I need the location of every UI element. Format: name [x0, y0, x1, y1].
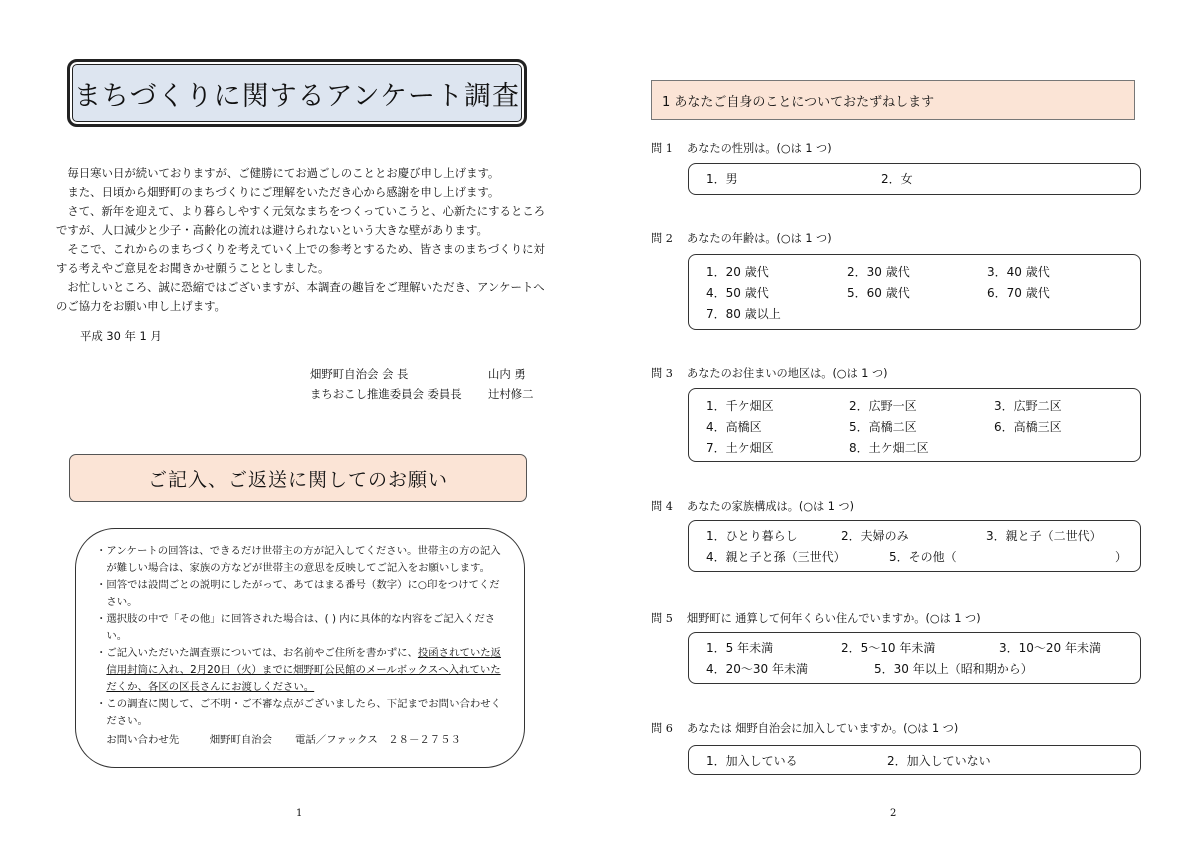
answer-row	[689, 752, 1140, 773]
answer-option[interactable]: 7．80 歳以上	[706, 307, 781, 321]
answer-row	[689, 660, 1140, 681]
question-label	[651, 230, 832, 246]
answer-option[interactable]: 2．5～10 年未満	[841, 641, 936, 655]
answer-row	[689, 263, 1140, 284]
answer-box	[688, 745, 1141, 775]
section-title: 1 あなたご自身のことについておたずねします	[651, 80, 1135, 120]
answer-row	[689, 397, 1140, 418]
answer-row	[689, 639, 1140, 660]
intro-paragraph: そこで、これからのまちづくりを考えていく上での参考とするため、皆さまのまちづくりに対する考えやご意見をお聞きかせ願うこととしました。	[56, 242, 545, 275]
survey-title: まちづくりに関するアンケート調査	[67, 59, 527, 127]
question-label	[651, 610, 981, 626]
answer-option[interactable]: 1．千ケ畑区	[706, 399, 774, 413]
contact-line	[106, 732, 502, 749]
question-text: あなたの年齢は。(○は 1 つ)	[687, 232, 832, 245]
question-text: あなたのお住まいの地区は。(○は 1 つ)	[687, 367, 888, 380]
note-item	[96, 645, 502, 696]
answer-box	[688, 254, 1141, 330]
question-text: あなたの家族構成は。(○は 1 つ)	[687, 500, 854, 513]
answer-row	[689, 305, 1140, 326]
answer-option[interactable]: 5．30 年以上（昭和期から）	[874, 662, 1033, 676]
question-number: 問 6	[651, 722, 673, 735]
answer-row	[689, 284, 1140, 305]
answer-option[interactable]: 4．50 歳代	[706, 286, 769, 300]
request-title: ご記入、ご返送に関してのお願い	[69, 454, 527, 502]
contact-label: お問い合わせ先	[106, 734, 180, 746]
answer-row	[689, 548, 1140, 569]
answer-option[interactable]: 5．高橋二区	[849, 420, 917, 434]
signature-name: 山内 勇	[488, 367, 526, 381]
question-label	[651, 498, 854, 514]
note-text: ・ご記入いただいた調査票については、お名前やご住所を書かずに、	[96, 647, 418, 659]
request-notes	[75, 528, 525, 768]
note-item: ・この調査に関して、ご不明・ご不審な点がございましたら、下記までお問い合わせください。	[96, 698, 502, 727]
answer-option[interactable]: 2．女	[881, 172, 913, 186]
question-text: 畑野町に 通算して何年くらい住んでいますか。(○は 1 つ)	[687, 612, 981, 625]
intro-paragraph: 毎日寒い日が続いておりますが、ご健勝にてお過ごしのこととお慶び申し上げます。	[67, 166, 500, 180]
answer-row	[689, 527, 1140, 548]
answer-option-close-paren: ）	[1115, 550, 1128, 564]
signature-org: 畑野町自治会 会 長	[310, 367, 409, 381]
answer-option[interactable]: 2．30 歳代	[847, 265, 910, 279]
answer-option[interactable]: 2．加入していない	[887, 754, 991, 768]
answer-option[interactable]: 4．高橋区	[706, 420, 762, 434]
answer-option[interactable]: 5．その他（	[889, 550, 957, 564]
contact-tel: 電話／ファックス ２８－２７５３	[295, 734, 461, 746]
answer-box	[688, 388, 1141, 462]
answer-option[interactable]: 1．5 年未満	[706, 641, 774, 655]
intro-paragraph: さて、新年を迎えて、より暮らしやすく元気なまちをつくっていこうと、心新たにするところですが、人口減少と少子・高齢化の流れは避けられないという大きな壁があります。	[56, 204, 546, 237]
note-item: ・アンケートの回答は、できるだけ世帯主の方が記入してください。世帯主の方の記入が難しい場合は、家族の方などが世帯主の意思を反映してご記入をお願いします。	[96, 545, 501, 574]
question-text: あなたは 畑野自治会に加入していますか。(○は 1 つ)	[687, 722, 959, 735]
answer-option[interactable]: 6．高橋三区	[994, 420, 1062, 434]
question-text: あなたの性別は。(○は 1 つ)	[687, 142, 832, 155]
answer-box	[688, 520, 1141, 572]
answer-row	[689, 170, 1140, 191]
answer-option[interactable]: 7．土ケ畑区	[706, 441, 774, 455]
intro-paragraph: また、日頃から畑野町のまちづくりにご理解をいただき心から感謝を申し上げます。	[67, 185, 500, 199]
question-number: 問 1	[651, 142, 673, 155]
signature-names	[488, 364, 534, 404]
note-item: ・回答では設問ごとの説明にしたがって、あてはまる番号（数字）に○印をつけてください。	[96, 579, 500, 608]
question-number: 問 4	[651, 500, 673, 513]
answer-option[interactable]: 3．広野二区	[994, 399, 1062, 413]
answer-row	[689, 418, 1140, 439]
signature-orgs	[310, 364, 462, 404]
signature-org: まちおこし推進委員会 委員長	[310, 387, 462, 401]
answer-option[interactable]: 1．20 歳代	[706, 265, 769, 279]
answer-option[interactable]: 3．親と子（二世代）	[986, 529, 1102, 543]
note-item: ・選択肢の中で「その他」に回答された場合は、( ) 内に具体的な内容をご記入ください。	[96, 613, 496, 642]
answer-option[interactable]: 2．広野一区	[849, 399, 917, 413]
page-number: 1	[296, 808, 303, 819]
answer-box	[688, 632, 1141, 684]
question-number: 問 3	[651, 367, 673, 380]
issue-date: 平成 30 年 1 月	[80, 329, 162, 343]
question-label	[651, 365, 888, 381]
answer-option[interactable]: 3．10～20 年未満	[999, 641, 1101, 655]
question-number: 問 2	[651, 232, 673, 245]
answer-option[interactable]: 1．加入している	[706, 754, 798, 768]
answer-option[interactable]: 5．60 歳代	[847, 286, 910, 300]
intro-paragraph: お忙しいところ、誠に恐縮ではございますが、本調査の趣旨をご理解いただき、アンケートへのご協力をお願い申し上げます。	[56, 280, 545, 313]
answer-option[interactable]: 2．夫婦のみ	[841, 529, 909, 543]
question-label	[651, 140, 832, 156]
contact-org: 畑野町自治会	[209, 734, 273, 746]
answer-option[interactable]: 4．親と子と孫（三世代）	[706, 550, 846, 564]
answer-option[interactable]: 1．ひとり暮らし	[706, 529, 798, 543]
answer-option[interactable]: 4．20～30 年未満	[706, 662, 808, 676]
answer-option[interactable]: 6．70 歳代	[987, 286, 1050, 300]
answer-row	[689, 439, 1140, 460]
intro-text	[56, 164, 546, 316]
answer-option[interactable]: 1．男	[706, 172, 738, 186]
page-number: 2	[890, 808, 897, 819]
answer-option[interactable]: 3．40 歳代	[987, 265, 1050, 279]
answer-option[interactable]: 8．土ケ畑二区	[849, 441, 929, 455]
answer-box	[688, 163, 1141, 195]
question-number: 問 5	[651, 612, 673, 625]
note-underlined-text: 投函されていた返信用封筒に入れ、2月20日（火）までに畑野町公民館のメールボックスへ入れていただくか、各区の区長さんにお渡しください。	[106, 647, 502, 693]
signature-name: 辻村修二	[488, 387, 534, 401]
question-label	[651, 720, 958, 736]
